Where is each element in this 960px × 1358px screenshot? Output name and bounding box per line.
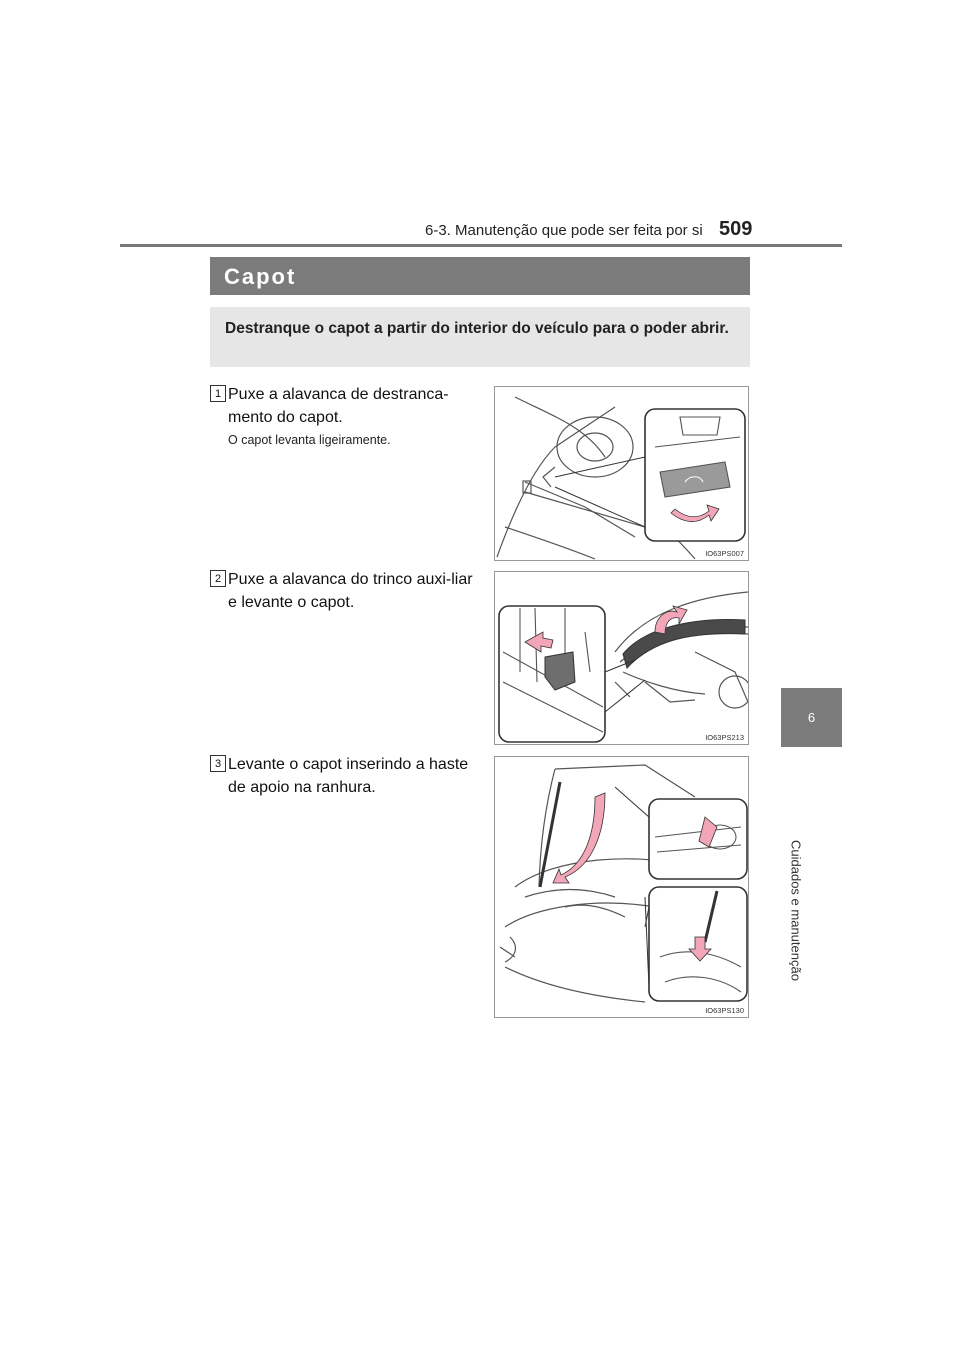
hood-release-lever-illustration	[495, 387, 749, 561]
chapter-tab	[781, 688, 842, 747]
chapter-tab-number: 6	[807, 710, 816, 725]
step-text: Levante o capot inserindo a haste de apoio na ranhura.	[228, 756, 469, 796]
intro-box	[210, 307, 750, 367]
step-number-badge: 2	[210, 570, 226, 587]
figure-code: IO63PS007	[705, 549, 744, 558]
auxiliary-latch-illustration	[495, 572, 749, 745]
figure-code: IO63PS130	[705, 1006, 744, 1015]
figure-step-1	[494, 386, 749, 561]
step-number-badge: 3	[210, 755, 226, 772]
header-divider	[120, 244, 842, 247]
figure-step-3	[494, 756, 749, 1018]
step-text: Puxe a alavanca do trinco auxi-liar e levante o capot.	[228, 571, 473, 611]
chapter-heading: 6-3. Manutenção que pode ser feita por si	[425, 222, 703, 239]
step-note: O capot levanta ligeiramente.	[228, 433, 391, 447]
step-text: Puxe a alavanca de destranca-mento do capot.	[228, 386, 449, 426]
figure-step-2	[494, 571, 749, 745]
hood-support-rod-illustration	[495, 757, 749, 1018]
section-title: Capot	[224, 264, 297, 289]
figure-code: IO63PS213	[705, 733, 744, 742]
intro-text: Destranque o capot a partir do interior do veículo para o poder abrir.	[225, 320, 729, 337]
chapter-side-label: Cuidados e manutenção	[788, 840, 804, 981]
section-title-bar	[210, 257, 750, 295]
page-number: 509	[719, 218, 753, 240]
step-number-badge: 1	[210, 385, 226, 402]
